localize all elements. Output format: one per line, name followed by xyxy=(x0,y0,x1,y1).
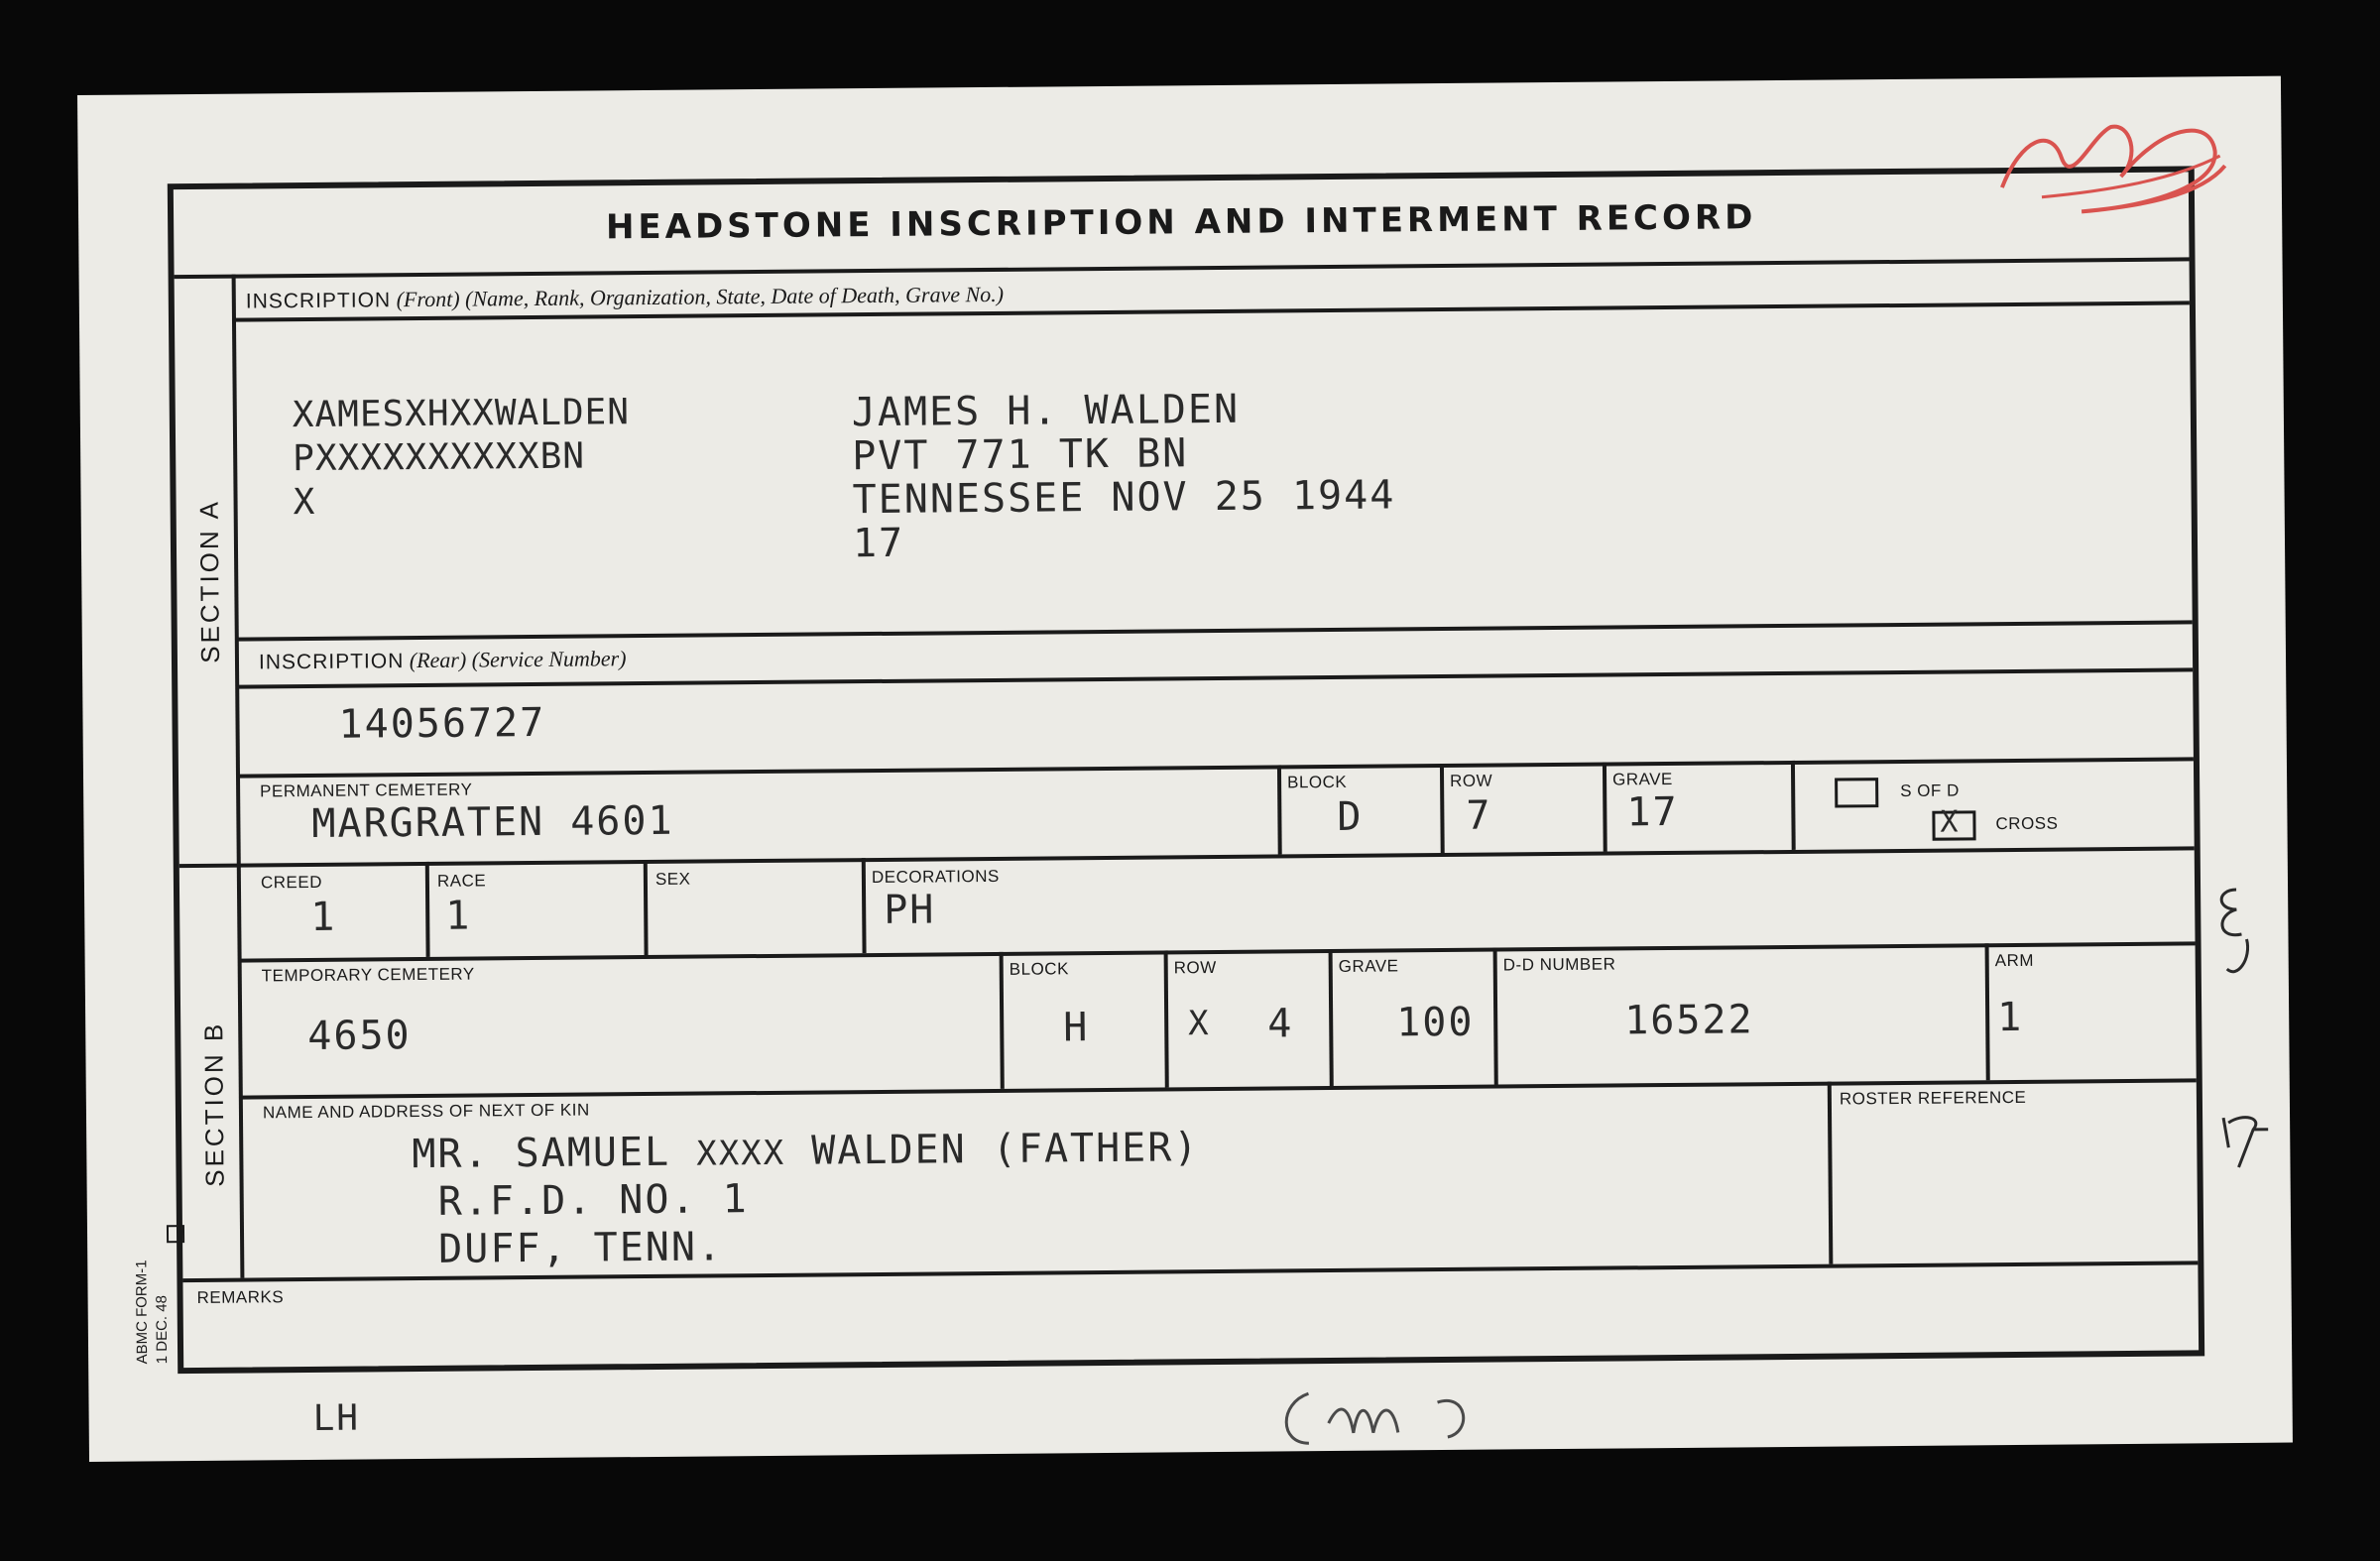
temporary-row-struck: X xyxy=(1188,1004,1211,1044)
race-label: RACE xyxy=(436,871,487,891)
form-identifier: ABMC FORM-1 xyxy=(133,1260,152,1365)
divider-perm-grave xyxy=(1603,763,1607,852)
sofd-checkbox xyxy=(1835,778,1878,807)
margin-handwriting xyxy=(2206,870,2289,1188)
rule-temporary-top xyxy=(240,941,2196,962)
divider-perm-block xyxy=(1277,765,1282,854)
form-date: 1 DEC. 48 xyxy=(153,1295,172,1365)
rule-title xyxy=(175,257,2190,279)
permanent-cemetery-value: MARGRATEN 4601 xyxy=(311,797,674,847)
temporary-row-value: 4 xyxy=(1267,1001,1294,1047)
handwritten-initials xyxy=(1268,1362,1507,1463)
struck-line-1: XAMESXHXXWALDEN xyxy=(292,392,631,436)
inscription-line-name: JAMES H. WALDEN xyxy=(851,386,1241,436)
sofd-label: S OF D xyxy=(1900,780,1960,800)
permanent-block-label: BLOCK xyxy=(1287,772,1348,792)
dd-number-value: 16522 xyxy=(1624,997,1754,1044)
form-title: HEADSTONE INSCRIPTION AND INTERMENT RECORD xyxy=(605,197,1757,248)
next-of-kin-line-3: DUFF, TENN. xyxy=(437,1224,724,1272)
inscription-line-grave: 17 xyxy=(852,520,905,567)
divider-temp-arm xyxy=(1985,943,1990,1080)
race-value: 1 xyxy=(445,893,472,939)
next-of-kin-line-1: MR. SAMUEL XXXX WALDEN (FATHER) xyxy=(412,1125,1200,1178)
rule-section-b-top xyxy=(179,846,2195,868)
permanent-block-value: D xyxy=(1337,793,1364,840)
roster-reference-label: ROSTER REFERENCE xyxy=(1839,1087,2027,1109)
struck-line-3: X xyxy=(293,481,317,524)
next-of-kin-label: NAME AND ADDRESS OF NEXT OF KIN xyxy=(262,1100,590,1123)
permanent-grave-label: GRAVE xyxy=(1611,769,1673,789)
divider-temp-grave xyxy=(1329,949,1334,1086)
temporary-cemetery-label: TEMPORARY CEMETERY xyxy=(261,964,475,986)
struck-line-2: PXXXXXXXXXXBN xyxy=(293,435,586,480)
permanent-grave-value: 17 xyxy=(1626,788,1679,836)
inscription-rear-label: INSCRIPTION (Rear) (Service Number) xyxy=(258,646,627,674)
divider-perm-marker xyxy=(1791,761,1796,850)
divider-temp-dd xyxy=(1493,948,1498,1085)
temporary-block-label: BLOCK xyxy=(1009,959,1069,979)
service-number: 14056727 xyxy=(338,699,546,748)
remarks-label: REMARKS xyxy=(196,1287,285,1307)
creed-label: CREED xyxy=(260,872,323,893)
divider-creed xyxy=(425,862,430,957)
decorations-label: DECORATIONS xyxy=(871,866,1000,888)
inscription-front-label: INSCRIPTION (Front) (Name, Rank, Organization, State, Date of Death, Grave No.) xyxy=(245,281,1005,313)
temporary-block-value: H xyxy=(1063,1005,1090,1051)
temporary-grave-label: GRAVE xyxy=(1338,956,1399,976)
sex-label: SEX xyxy=(654,869,691,889)
next-of-kin-line-2: R.F.D. NO. 1 xyxy=(437,1176,749,1225)
divider-race xyxy=(644,860,649,955)
decorations-value: PH xyxy=(884,887,936,933)
arm-value: 1 xyxy=(1996,994,2024,1041)
permanent-cemetery-label: PERMANENT CEMETERY xyxy=(260,780,473,801)
arm-label: ARM xyxy=(1994,950,2035,971)
section-a-label: SECTION A xyxy=(193,499,226,663)
rule-permanent-top xyxy=(238,757,2194,778)
dd-number-label: D-D NUMBER xyxy=(1502,954,1616,975)
temporary-grave-value: 100 xyxy=(1396,999,1475,1046)
permanent-row-label: ROW xyxy=(1450,771,1493,790)
record-form xyxy=(168,166,2204,1374)
permanent-row-value: 7 xyxy=(1466,792,1492,839)
temporary-row-label: ROW xyxy=(1173,958,1217,978)
bottom-initials: LH xyxy=(312,1397,361,1439)
temporary-cemetery-value: 4650 xyxy=(307,1013,412,1060)
inscription-line-state-date: TENNESSEE NOV 25 1944 xyxy=(852,472,1396,524)
cross-mark: X xyxy=(1940,804,1961,840)
divider-roster xyxy=(1828,1082,1834,1264)
divider-perm-row xyxy=(1440,764,1445,853)
rule-rear-top xyxy=(237,620,2193,641)
divider-sex xyxy=(862,858,867,953)
divider-temp-block xyxy=(1000,952,1005,1089)
section-b-label: SECTION B xyxy=(198,1021,230,1187)
inscription-line-unit: PVT 771 TK BN xyxy=(852,430,1189,480)
cross-label: CROSS xyxy=(1995,813,2059,834)
record-card xyxy=(77,76,2293,1462)
divider-temp-row xyxy=(1164,950,1169,1087)
red-pencil-scribble xyxy=(1981,96,2240,237)
form-checkbox xyxy=(167,1225,184,1243)
creed-value: 1 xyxy=(310,894,337,940)
